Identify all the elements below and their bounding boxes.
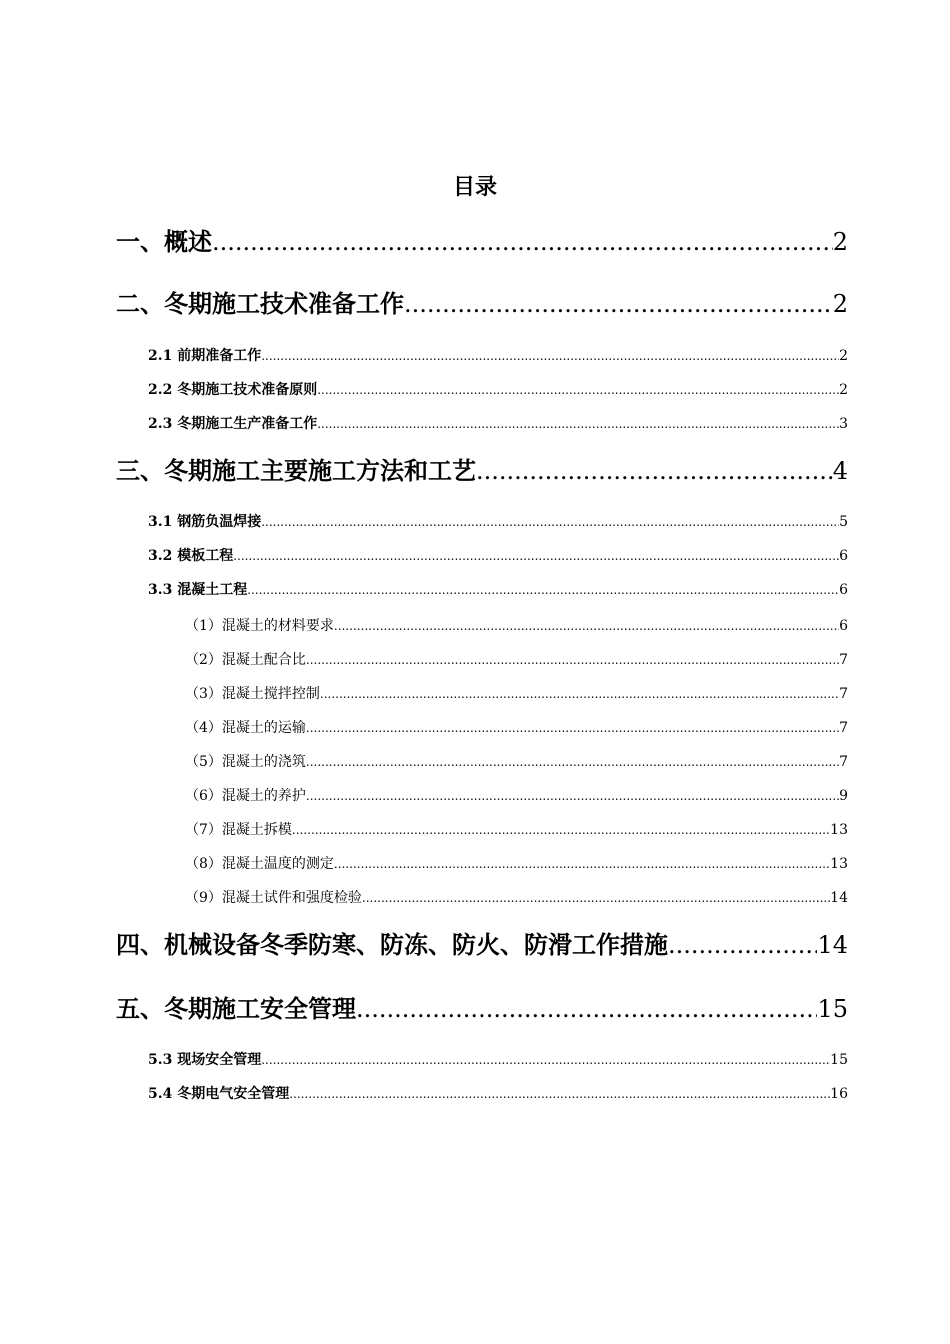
toc-entry-label: （8）混凝土温度的测定 — [185, 856, 334, 872]
toc-entry-label: （9）混凝土试件和强度检验 — [185, 890, 362, 906]
dot-leader — [261, 345, 839, 367]
toc-entry-page: 16 — [830, 1086, 848, 1102]
dot-leader — [306, 649, 839, 671]
dot-leader — [320, 683, 839, 705]
toc-entry-page: 6 — [839, 582, 848, 598]
toc-entry-page: 15 — [817, 995, 848, 1023]
toc-entry-label: 2.3 冬期施工生产准备工作 — [148, 416, 318, 432]
toc-entry-item-2[interactable] — [185, 649, 848, 671]
toc-entry-chapter-4[interactable] — [116, 928, 848, 962]
toc-entry-page: 14 — [817, 931, 848, 959]
toc-entry-label: 3.1 钢筋负温焊接 — [148, 514, 262, 530]
toc-entry-page: 2 — [839, 348, 848, 364]
toc-entry-page: 2 — [832, 228, 848, 256]
toc-entry-label: （7）混凝土拆模 — [185, 822, 292, 838]
toc-entry-page: 2 — [832, 290, 848, 318]
dot-leader — [212, 225, 833, 259]
dot-leader — [404, 287, 833, 321]
dot-leader — [261, 511, 839, 533]
toc-entry-item-1[interactable] — [185, 615, 848, 637]
toc-entry-page: 15 — [830, 1052, 848, 1068]
toc-entry-page: 13 — [830, 856, 848, 872]
toc-entry-page: 7 — [839, 652, 848, 668]
toc-entry-page: 6 — [839, 618, 848, 634]
toc-entry-chapter-2[interactable] — [116, 287, 848, 321]
dot-leader — [306, 785, 839, 807]
toc-entry-page: 13 — [830, 822, 848, 838]
toc-entry-label: 3.3 混凝土工程 — [148, 582, 248, 598]
toc-entry-label: （6）混凝土的养护 — [185, 788, 306, 804]
toc-entry-label: 2.1 前期准备工作 — [148, 348, 262, 364]
dot-leader — [317, 379, 839, 401]
toc-entry-chapter-3[interactable] — [116, 454, 848, 488]
toc-entry-item-6[interactable] — [185, 785, 848, 807]
toc-entry-label: 5.4 冬期电气安全管理 — [148, 1086, 290, 1102]
toc-entry-page: 9 — [839, 788, 848, 804]
toc-entry-section-5-3[interactable] — [148, 1049, 848, 1071]
toc-entry-section-3-1[interactable] — [148, 511, 848, 533]
toc-entry-label: 5.3 现场安全管理 — [148, 1052, 262, 1068]
toc-entry-label: （5）混凝土的浇筑 — [185, 754, 306, 770]
toc-entry-section-3-2[interactable] — [148, 545, 848, 567]
toc-entry-label: （3）混凝土搅拌控制 — [185, 686, 320, 702]
toc-entry-section-3-3[interactable] — [148, 579, 848, 601]
toc-entry-label: 五、冬期施工安全管理 — [116, 994, 356, 1023]
toc-entry-label: （4）混凝土的运输 — [185, 720, 306, 736]
dot-leader — [306, 751, 839, 773]
toc-entry-label: 3.2 模板工程 — [148, 548, 234, 564]
toc-entry-chapter-1[interactable] — [116, 225, 848, 259]
toc-entry-page: 7 — [839, 720, 848, 736]
dot-leader — [289, 1083, 830, 1105]
toc-entry-page: 3 — [839, 416, 848, 432]
toc-entry-page: 4 — [832, 457, 848, 485]
dot-leader — [292, 819, 830, 841]
dot-leader — [334, 853, 830, 875]
toc-entry-page: 5 — [839, 514, 848, 530]
dot-leader — [317, 413, 839, 435]
toc-entry-page: 6 — [839, 548, 848, 564]
toc-entry-label: 一、概述 — [116, 227, 212, 256]
toc-entry-item-9[interactable] — [185, 887, 848, 909]
toc-entry-section-5-4[interactable] — [148, 1083, 848, 1105]
toc-entry-item-4[interactable] — [185, 717, 848, 739]
toc-entry-label: 三、冬期施工主要施工方法和工艺 — [116, 456, 476, 485]
toc-entry-label: 四、机械设备冬季防寒、防冻、防火、防滑工作措施 — [116, 930, 668, 959]
dot-leader — [476, 454, 833, 488]
toc-entry-page: 7 — [839, 754, 848, 770]
toc-entry-item-7[interactable] — [185, 819, 848, 841]
toc-entry-section-2-1[interactable] — [148, 345, 848, 367]
dot-leader — [356, 992, 817, 1026]
dot-leader — [334, 615, 839, 637]
dot-leader — [233, 545, 839, 567]
toc-entry-page: 2 — [839, 382, 848, 398]
toc-entry-section-2-2[interactable] — [148, 379, 848, 401]
dot-leader — [668, 928, 817, 962]
toc-entry-item-8[interactable] — [185, 853, 848, 875]
toc-entry-label: 2.2 冬期施工技术准备原则 — [148, 382, 318, 398]
toc-title: 目录 — [452, 174, 497, 200]
toc-entry-label: 二、冬期施工技术准备工作 — [116, 289, 404, 318]
toc-entry-label: （1）混凝土的材料要求 — [185, 618, 334, 634]
toc-entry-page: 7 — [839, 686, 848, 702]
toc-entry-item-5[interactable] — [185, 751, 848, 773]
dot-leader — [362, 887, 830, 909]
toc-entry-label: （2）混凝土配合比 — [185, 652, 306, 668]
toc-entry-item-3[interactable] — [185, 683, 848, 705]
dot-leader — [306, 717, 839, 739]
dot-leader — [261, 1049, 830, 1071]
toc-entry-chapter-5[interactable] — [116, 992, 848, 1026]
dot-leader — [247, 579, 839, 601]
toc-entry-section-2-3[interactable] — [148, 413, 848, 435]
toc-entry-page: 14 — [830, 890, 848, 906]
